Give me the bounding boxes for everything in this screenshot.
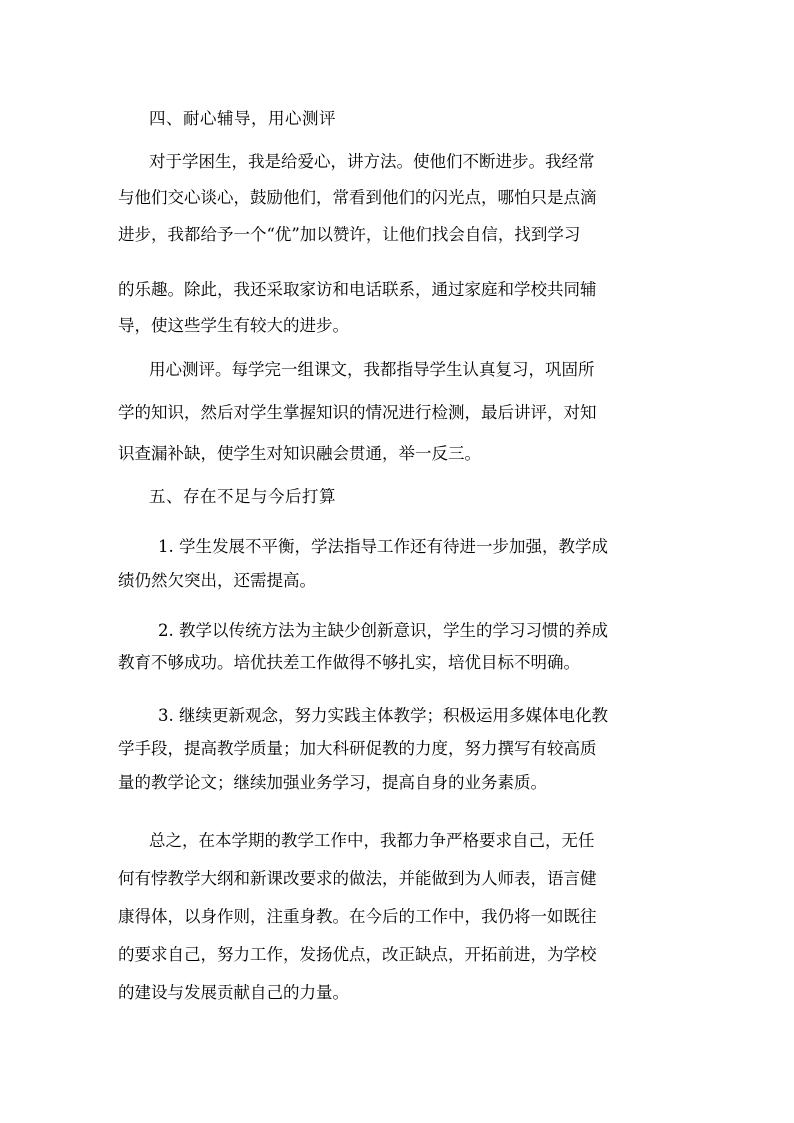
conclusion-line: 康得体，以身作则，注重身教。在今后的工作中，我仍将一如既往 <box>118 907 597 926</box>
paragraph-line: 的乐趣。除此，我还采取家访和电话联系，通过家庭和学校共同辅 <box>118 280 597 299</box>
paragraph-line: 与他们交心谈心，鼓励他们，常看到他们的闪光点，哪怕只是点滴 <box>118 188 597 207</box>
section-5-heading: 五、存在不足与今后打算 <box>149 487 336 506</box>
paragraph-line: 进步，我都给予一个“优”加以赞许，让他们找会自信，找到学习 <box>118 225 581 244</box>
list-item-line: 学手段，提高教学质量；加大科研促教的力度，努力撰写有较高质 <box>118 739 597 758</box>
section-4-heading: 四、耐心辅导，用心测评 <box>149 109 336 128</box>
paragraph-line: 用心测评。每学完一组课文，我都指导学生认真复习，巩固所 <box>149 360 595 379</box>
list-item-line: 绩仍然欠突出，还需提高。 <box>118 571 316 590</box>
list-item-line: 1. 学生发展不平衡，学法指导工作还有待进一步加强，教学成 <box>158 537 608 556</box>
paragraph-line: 识查漏补缺，使学生对知识融会贯通，举一反三。 <box>118 444 481 463</box>
paragraph-line: 对于学困生，我是给爱心，讲方法。使他们不断进步。我经常 <box>149 152 595 171</box>
list-item-line: 2. 教学以传统方法为主缺少创新意识，学生的学习习惯的养成 <box>158 621 608 640</box>
conclusion-line: 的建设与发展贡献自己的力量。 <box>118 983 349 1002</box>
conclusion-line: 的要求自己，努力工作，发扬优点，改正缺点，开拓前进，为学校 <box>118 945 597 964</box>
paragraph-line: 学的知识，然后对学生掌握知识的情况进行检测，最后讲评，对知 <box>118 403 597 422</box>
list-item-line: 教育不够成功。培优扶差工作做得不够扎实，培优目标不明确。 <box>118 653 580 672</box>
conclusion-line: 何有悖教学大纲和新课改要求的做法，并能做到为人师表，语言健 <box>118 869 597 888</box>
conclusion-line: 总之，在本学期的教学工作中，我都力争严格要求自己，无任 <box>149 831 595 850</box>
list-item-line: 3. 继续更新观念，努力实践主体教学；积极运用多媒体电化教 <box>158 706 608 725</box>
list-item-line: 量的教学论文；继续加强业务学习，提高自身的业务素质。 <box>118 773 547 792</box>
paragraph-line: 导，使这些学生有较大的进步。 <box>118 316 349 335</box>
